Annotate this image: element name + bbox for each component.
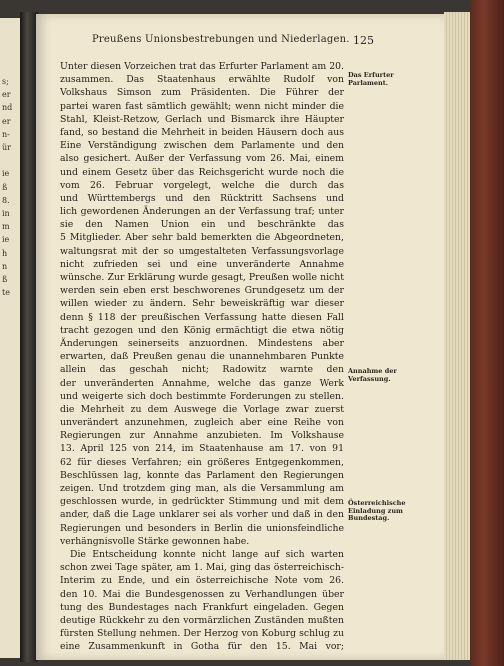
text-line: werden sein eben erst beschworenes Grundgesetz um der (60, 285, 344, 297)
text-line: verhängnisvolle Stärke gewonnen habe. (60, 535, 250, 547)
text-line: allein das geschah nicht; Radowitz warnte den (60, 364, 344, 376)
text-line: geschlossen wurde, in gedrückter Stimmung und mit dem (60, 496, 344, 508)
text-line: Änderungen seinerseits anzuordnen. Mindestens aber (60, 337, 344, 349)
running-title: Preußens Unionsbestrebungen und Niederlagen. (92, 34, 350, 45)
text-line: Regierungen zur Annahme anzubieten. Im Volkshause (60, 430, 344, 442)
text-line: nicht zufrieden sei und eine unveränderte Annahme (60, 258, 344, 270)
facing-page-text-fragment: n- (2, 129, 10, 139)
text-line: unverändert anzunehmen, zugleich aber eine Reihe von (60, 417, 344, 429)
text-line: Die Entscheidung konnte nicht lange auf sich warten (70, 548, 344, 560)
text-line: willen wieder zu ändern. Sehr beweiskräftig war dieser (60, 298, 344, 310)
facing-page-text-fragment: h (2, 248, 8, 258)
body-text (60, 60, 344, 653)
text-line: Interim zu Ende, und ein österreichische Note vom 26. (60, 575, 344, 587)
text-line: also gesichert. Außer der Verfassung vom 26. Mai, einem (60, 153, 344, 165)
text-line: partei waren fast sämtlich gewählt; wenn nicht minder die (60, 100, 344, 112)
facing-page-text-fragment: ß (2, 275, 8, 284)
text-line: schon zwei Tage später, am 1. Mai, ging das österreichisch- (60, 562, 344, 574)
facing-page-text-fragment: n (2, 261, 8, 271)
text-line: ander, daß die Lage unklarer sei als vorher und daß in den (60, 509, 344, 521)
text-line: 5 Mitglieder. Aber sehr bald bemerkten die Abgeordneten, (60, 232, 344, 244)
facing-page-text-fragment: ie (2, 235, 10, 245)
text-line: der unveränderten Annahme, welche das ganze Werk (60, 377, 344, 389)
text-line: eine Zusammenkunft in Gotha für den 15. Mai vor; (60, 641, 344, 653)
page-edges (444, 12, 470, 660)
margin-note-erfurter-parlament: Das Erfurter Parlament. (348, 71, 394, 87)
text-line: Beschlüssen lag, konnte das Parlament den Regierungen (60, 469, 344, 481)
margin-note-annahme-verfassung: Annahme der Verfassung. (348, 367, 397, 383)
text-line: erwarten, daß Preußen genau die unannehmbaren Punkte (60, 351, 344, 363)
text-line: fürsten Stellung nehmen. Der Herzog von Koburg schlug zu (60, 628, 344, 640)
text-line: tracht gezogen und den König ermächtigt die etwa nötig (60, 324, 344, 336)
facing-page-text-fragment: te (2, 288, 10, 298)
facing-page-text-fragment: m (2, 222, 10, 232)
text-line: Regierungen und besonders in Berlin die unionsfeindliche (60, 522, 344, 534)
text-line: Stahl, Kleist-Retzow, Gerlach und Bismarck ihre Häupter (60, 113, 344, 125)
facing-page-text-fragment: er (2, 116, 11, 126)
text-line: sie den Namen Union ein und beschränkte das (60, 219, 344, 231)
text-line: zusammen. Das Staatenhaus erwählte Rudolf von (60, 74, 344, 86)
text-line: und einem Gesetz über das Reichsgericht wurde noch die (60, 166, 344, 178)
facing-page-text-fragment: ß (2, 182, 8, 192)
book-cover (470, 0, 504, 666)
facing-page-text-fragment: ür (2, 143, 11, 152)
text-line: 13. April 125 von 214, im Staatenhause am 17. von 91 (60, 443, 344, 455)
text-line: Unter diesen Vorzeichen trat das Erfurter Parlament am 20. (60, 61, 344, 72)
text-line: und Württembergs und den Rücktritt Sachsens und (60, 192, 344, 204)
text-line: tung des Bundestages nach Frankfurt eingeladen. Gegen (60, 601, 344, 613)
facing-page-text-fragment: nd (2, 103, 13, 113)
facing-page-text-fragment: ie (2, 169, 10, 179)
text-line: 62 für dieses Verfahren; ein größeres Entgegenkommen, (60, 456, 344, 468)
text-line: Eine Verständigung zwischen dem Parlamente und den (60, 140, 344, 152)
facing-page-text-fragment: 8. (2, 195, 10, 205)
text-line: die Mehrheit zu dem Auswege die Vorlage zwar zuerst (60, 403, 344, 415)
facing-page-text-fragment: er (2, 90, 11, 100)
text-line: fand, so bestand die Mehrheit in beiden Häusern doch aus (60, 126, 344, 138)
margin-note-einladung-bundestag: Österreichische Einladung zum Bundestag. (348, 499, 406, 522)
text-line: waltungsrat mit der so umgestalteten Verfassungsvorlage (60, 245, 344, 257)
text-line: und weigerte sich doch bestimmte Forderungen zu stellen. (60, 390, 344, 402)
text-line: den 10. Mai die Bundesgenossen zu Verhandlungen über (60, 588, 344, 600)
text-line: zeigen. Und trotzdem ging man, als die Versammlung am (60, 483, 344, 494)
facing-page-fragment (0, 18, 22, 658)
text-line: lich gewordenen Änderungen an der Verfassung traf; unter (60, 206, 344, 218)
text-line: deutige Rückkehr zu den vormärzlichen Zuständen mußten (60, 614, 344, 626)
text-line: Volkshaus Simson zum Präsidenten. Die Führer der (60, 87, 344, 99)
text-line: vom 26. Februar vorgelegt, welche die durch das (60, 179, 344, 191)
text-line: wünsche. Zur Erklärung wurde gesagt, Preußen wolle nicht (60, 272, 344, 283)
text-line: denn § 118 der preußischen Verfassung hatte diesen Fall (60, 311, 344, 323)
facing-page-text-fragment: s; (2, 77, 9, 86)
page-number: 125 (353, 34, 374, 47)
facing-page-text-fragment: in (2, 209, 10, 218)
